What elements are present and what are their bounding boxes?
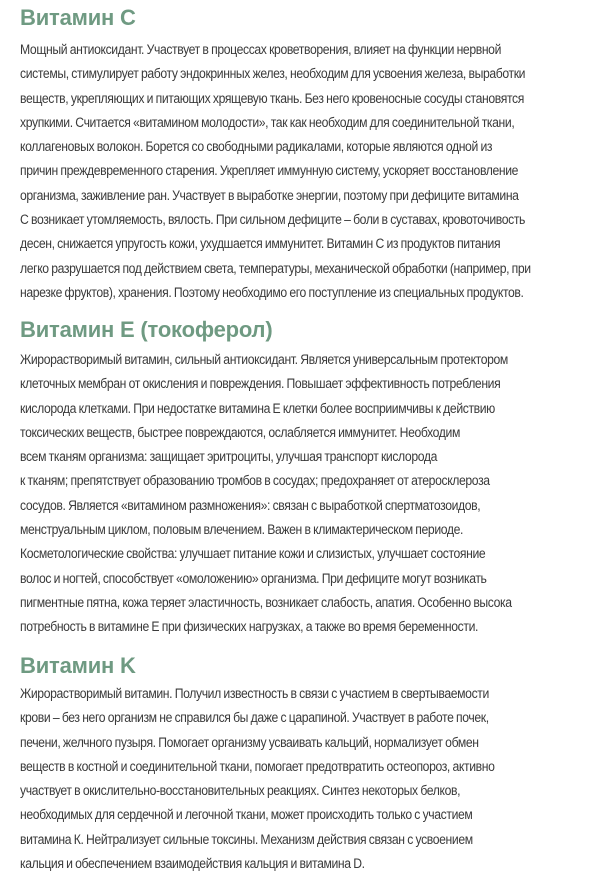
section-vitamin-k bbox=[20, 652, 588, 876]
text-line: хрупкими. Считается «витамином молодости», так как необходим для соединительной ткани, bbox=[20, 114, 515, 131]
text-line: причин преждевременного старения. Укрепляет иммунную систему, ускоряет восстановление bbox=[20, 163, 519, 180]
section-body bbox=[20, 38, 588, 305]
text-line: токсических веществ, быстрее повреждаются, ослабляется иммунитет. Необходим bbox=[20, 424, 460, 441]
text-line: сосудов. Является «витамином размножения»: связан с выработкой спертматозоидов, bbox=[20, 497, 481, 514]
section-body bbox=[20, 348, 588, 640]
text-line: системы, стимулирует работу эндокринных желез, необходим для усвоения железа, выработки bbox=[20, 66, 526, 83]
text-line: участвует в окислительно-восстановительных реакциях. Синтез некоторых белков, bbox=[20, 783, 461, 800]
text-line: крови – без него организм не справился бы даже с царапиной. Участвует в работе почек, bbox=[20, 710, 489, 727]
text-line: печени, желчного пузыря. Помогает организму усваивать кальций, нормализует обмен bbox=[20, 734, 479, 751]
text-line: к тканям; препятствует образованию тромбов в сосудах; предохраняет от атеросклероза bbox=[20, 473, 490, 490]
text-line: волос и ногтей, способствует «омоложению» организма. При дефиците могут возникать bbox=[20, 570, 487, 587]
text-line: кислорода клетками. При недостатке витамина Е клетки более восприимчивы к действию bbox=[20, 400, 495, 417]
section-title: Витамин C bbox=[20, 5, 136, 30]
section-vitamin-e bbox=[20, 316, 588, 640]
text-line: менструальным циклом, половым влечением. Важен в климактерическом периоде. bbox=[20, 522, 464, 539]
text-line: потребность в витамине Е при физических нагрузках, а также во время беременности. bbox=[20, 619, 479, 636]
text-line: веществ, укрепляющих и питающих хрящевую ткань. Без него кровеносные сосуды становятся bbox=[20, 90, 524, 107]
section-body bbox=[20, 682, 588, 876]
text-line: Жирорастворимый витамин. Получил известность в связи с участием в свертываемости bbox=[20, 686, 489, 702]
text-line: всем тканям организма: защищает эритроциты, улучшая транспорт кислорода bbox=[20, 449, 437, 466]
text-line: Косметологические свойства: улучшает питание кожи и слизистых, улучшает состояние bbox=[20, 546, 486, 563]
text-line: легко разрушается под действием света, температуры, механической обработки (например, при bbox=[20, 260, 531, 277]
section-vitamin-c bbox=[20, 4, 588, 305]
text-line: клеточных мембран от окисления и повреждения. Повышает эффективность потребления bbox=[20, 376, 501, 393]
text-line: витамина К. Нейтрализует сильные токсины. Механизм действия связан с усвоением bbox=[20, 831, 473, 848]
text-line: необходимых для сердечной и легочной ткани, может происходить только с участием bbox=[20, 807, 473, 824]
text-line: Мощный антиоксидант. Участвует в процессах кроветворения, влияет на функции нервной bbox=[20, 42, 501, 58]
text-line: Жирорастворимый витамин, сильный антиоксидант. Является универсальным протектором bbox=[20, 352, 508, 368]
text-line: пигментные пятна, кожа теряет эластичность, возникает слабость, апатия. Особенно высока bbox=[20, 594, 512, 611]
text-line: С возникает утомляемость, вялость. При сильном дефиците – боли в суставах, кровоточивость bbox=[20, 212, 526, 229]
text-line: организма, заживление ран. Участвует в выработке энергии, поэтому при дефиците витамина bbox=[20, 187, 519, 204]
text-line: нарезке фруктов), хранения. Поэтому необходимо его поступление из специальных продуктов. bbox=[20, 284, 524, 301]
text-line: десен, снижается упругость кожи, ухудшается иммунитет. Витамин С из продуктов питания bbox=[20, 236, 501, 253]
text-line: веществ в костной и соединительной ткани, помогает предотвратить остеопороз, активно bbox=[20, 758, 495, 775]
section-title: Витамин Е (токоферол) bbox=[20, 317, 273, 342]
section-title: Витамин K bbox=[20, 653, 136, 678]
text-line: коллагеновых волокон. Борется со свободными радикалами, которые являются одной из bbox=[20, 139, 493, 156]
text-line: кальция и обеспечением взаимодействия кальция и витамина D. bbox=[20, 856, 365, 873]
